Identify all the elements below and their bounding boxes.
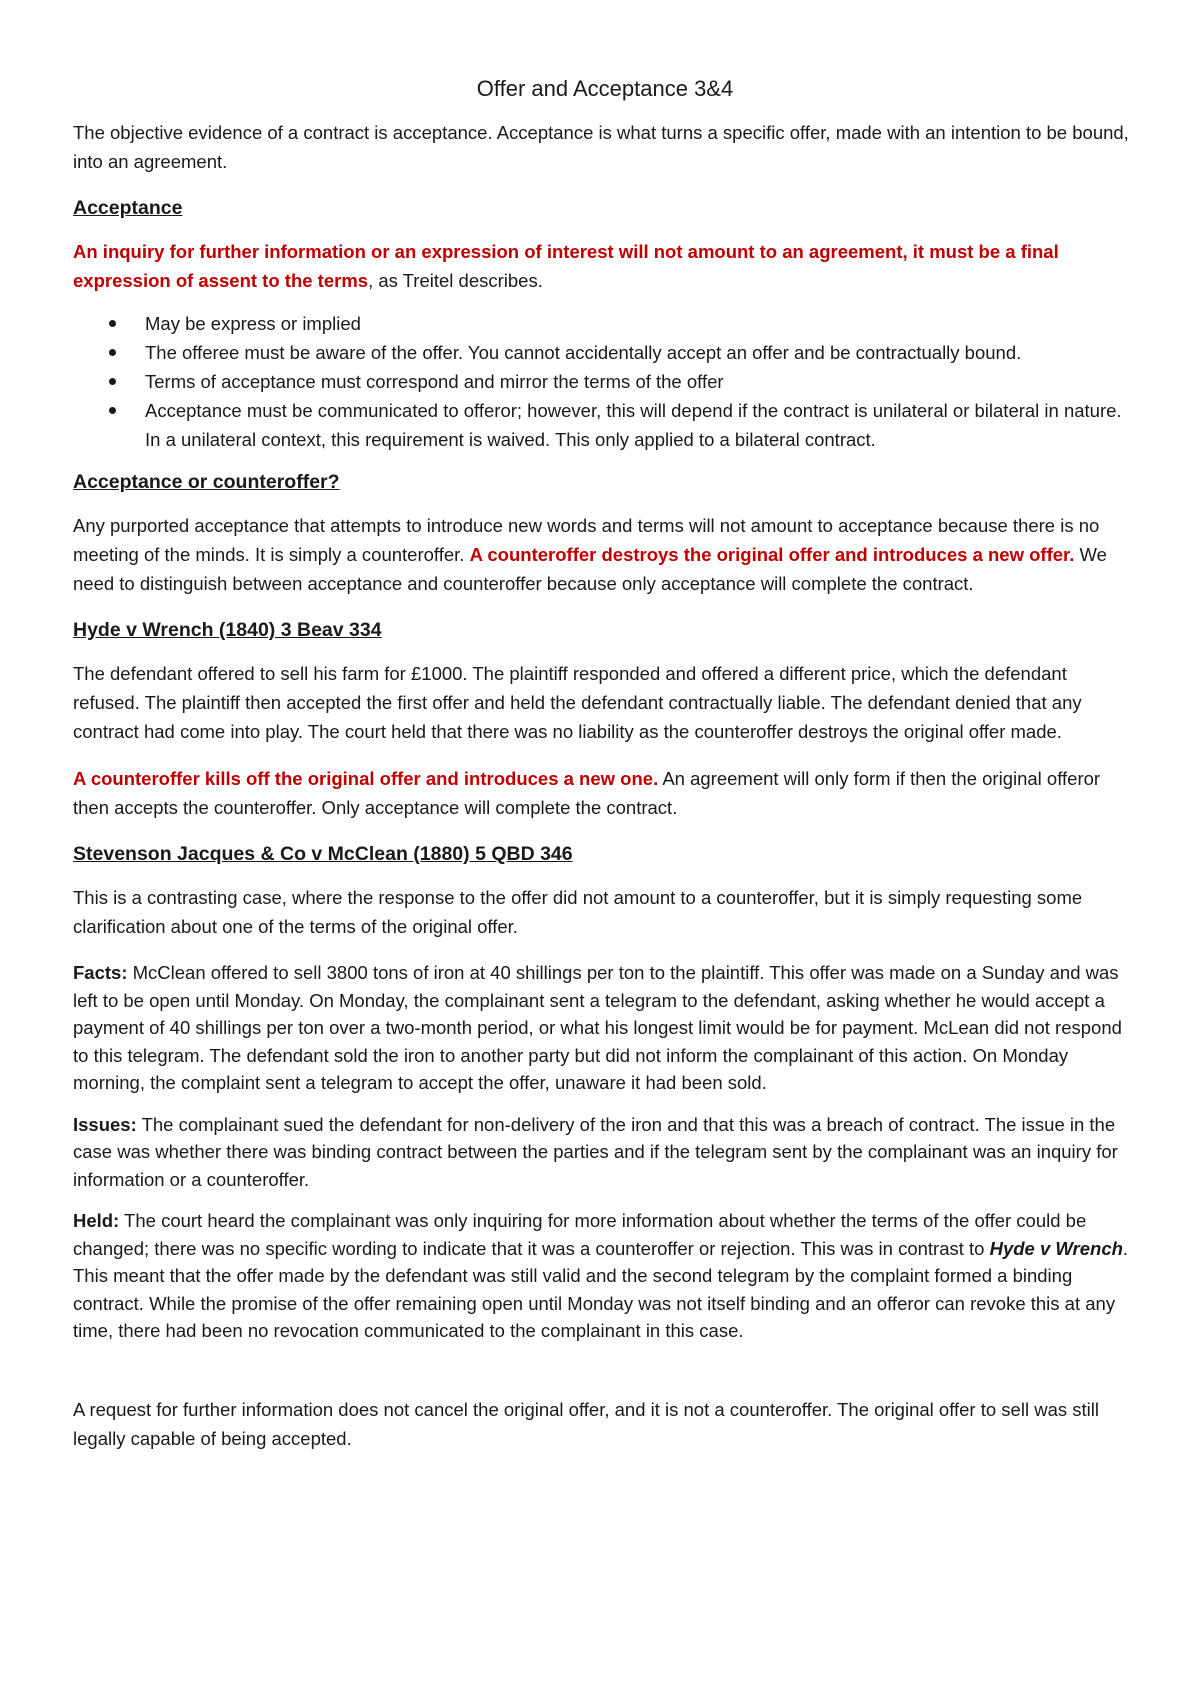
stevenson-intro: This is a contrasting case, where the response to the offer did not amount to a counteroffer, but it is simply requesting some clarification about one of the terms of the original offer. xyxy=(73,887,1083,937)
list-item-text: Terms of acceptance must correspond and mirror the terms of the offer xyxy=(145,371,724,392)
facts-label: Facts: xyxy=(73,962,128,983)
held-text-after: . This meant that the offer made by the defendant was still valid and the second telegram by the complaint formed a binding contract. While the promise of the offer remaining open until Monday was not itself binding and an offeror can revoke this at any time, there had been no revocation communicated to the complainant in this case. xyxy=(73,1237,1129,1341)
held-paragraph xyxy=(73,1207,1137,1345)
list-item-text: May be express or implied xyxy=(145,313,361,334)
issues-paragraph xyxy=(73,1111,1137,1194)
list-item xyxy=(73,396,1137,454)
hyde-conclusion xyxy=(73,764,1137,822)
conclusion-paragraph: A request for further information does not cancel the original offer, and it is not a counteroffer. The original offer to sell was still legally capable of being accepted. xyxy=(73,1398,1099,1449)
intro-paragraph: The objective evidence of a contract is acceptance. Acceptance is what turns a specific offer, made with an intention to be bound, into an agreement. xyxy=(73,122,1129,172)
list-item xyxy=(73,367,1137,396)
acceptance-paragraph xyxy=(73,237,1137,295)
counteroffer-highlight: A counteroffer destroys the original offer and introduces a new offer. xyxy=(469,544,1075,565)
facts-paragraph xyxy=(73,959,1137,1097)
list-item xyxy=(73,309,1137,338)
acceptance-attribution: , as Treitel describes. xyxy=(368,270,543,291)
list-item-text: The offeree must be aware of the offer. You cannot accidentally accept an offer and be contractually bound. xyxy=(145,342,1022,363)
counteroffer-heading: Acceptance or counteroffer? xyxy=(73,471,340,493)
document-page xyxy=(73,74,1137,1471)
hyde-conclusion-text: An agreement will only form if then the original offeror then accepts the counteroffer. Only acceptance will complete the contract. xyxy=(73,768,1101,818)
list-item-text: Acceptance must be communicated to offeror; however, this will depend if the contract is unilateral or bilateral in nature. In a unilateral context, this requirement is waived. This only applied to a bilateral contract. xyxy=(145,400,1122,450)
hyde-heading: Hyde v Wrench (1840) 3 Beav 334 xyxy=(73,619,382,641)
page-title: Offer and Acceptance 3&4 xyxy=(476,76,734,101)
issues-text: The complainant sued the defendant for non-delivery of the iron and that this was a breach of contract. The issue in the case was whether there was binding contract between the parties and if the telegram sent by the complainant was an inquiry for information or a counteroffer. xyxy=(73,1113,1118,1190)
list-item xyxy=(73,338,1137,367)
counteroffer-text-after: We need to distinguish between acceptance and counteroffer because only acceptance will complete the contract. xyxy=(73,544,1107,594)
acceptance-heading: Acceptance xyxy=(73,197,183,219)
stevenson-heading: Stevenson Jacques & Co v McClean (1880) 5 QBD 346 xyxy=(73,843,573,865)
counteroffer-paragraph xyxy=(73,511,1137,598)
counteroffer-text: Any purported acceptance that attempts to introduce new words and terms will not amount to acceptance because there is no meeting of the minds. It is simply a counteroffer. xyxy=(73,515,1100,565)
bullet-icon xyxy=(109,378,116,385)
bullet-icon xyxy=(109,349,116,356)
bullet-icon xyxy=(109,407,116,414)
held-case-reference: Hyde v Wrench xyxy=(989,1237,1123,1259)
hyde-highlight: A counteroffer kills off the original offer and introduces a new one. xyxy=(73,768,659,789)
facts-text: McClean offered to sell 3800 tons of iron at 40 shillings per ton to the plaintiff. This offer was made on a Sunday and was left to be open until Monday. On Monday, the complainant sent a telegram to the defendant, asking whether he would accept a payment of 40 shillings per ton over a two-month period, or what his longest limit would be for payment. McLean did not respond to this telegram. The defendant sold the iron to another party but did not inform the complainant of this action. On Monday morning, the complaint sent a telegram to accept the offer, unaware it had been sold. xyxy=(73,962,1122,1093)
acceptance-highlight: An inquiry for further information or an expression of interest will not amount to an agreement, it must be a final expression of assent to the terms xyxy=(73,241,1059,291)
hyde-paragraph: The defendant offered to sell his farm for £1000. The plaintiff responded and offered a different price, which the defendant refused. The plaintiff then accepted the first offer and held the defendant contractually liable. The defendant denied that any contract had come into play. The court held that there was no liability as the counteroffer destroys the original offer made. xyxy=(73,663,1082,742)
bullet-icon xyxy=(109,320,116,327)
issues-label: Issues: xyxy=(73,1113,137,1135)
held-text: The court heard the complainant was only inquiring for more information about whether the terms of the offer could be changed; there was no specific wording to indicate that it was a counteroffer or rejection. This was in contrast to xyxy=(73,1210,1087,1259)
held-label: Held: xyxy=(73,1210,120,1231)
spacer xyxy=(73,1359,1137,1395)
acceptance-bullet-list xyxy=(73,309,1137,454)
